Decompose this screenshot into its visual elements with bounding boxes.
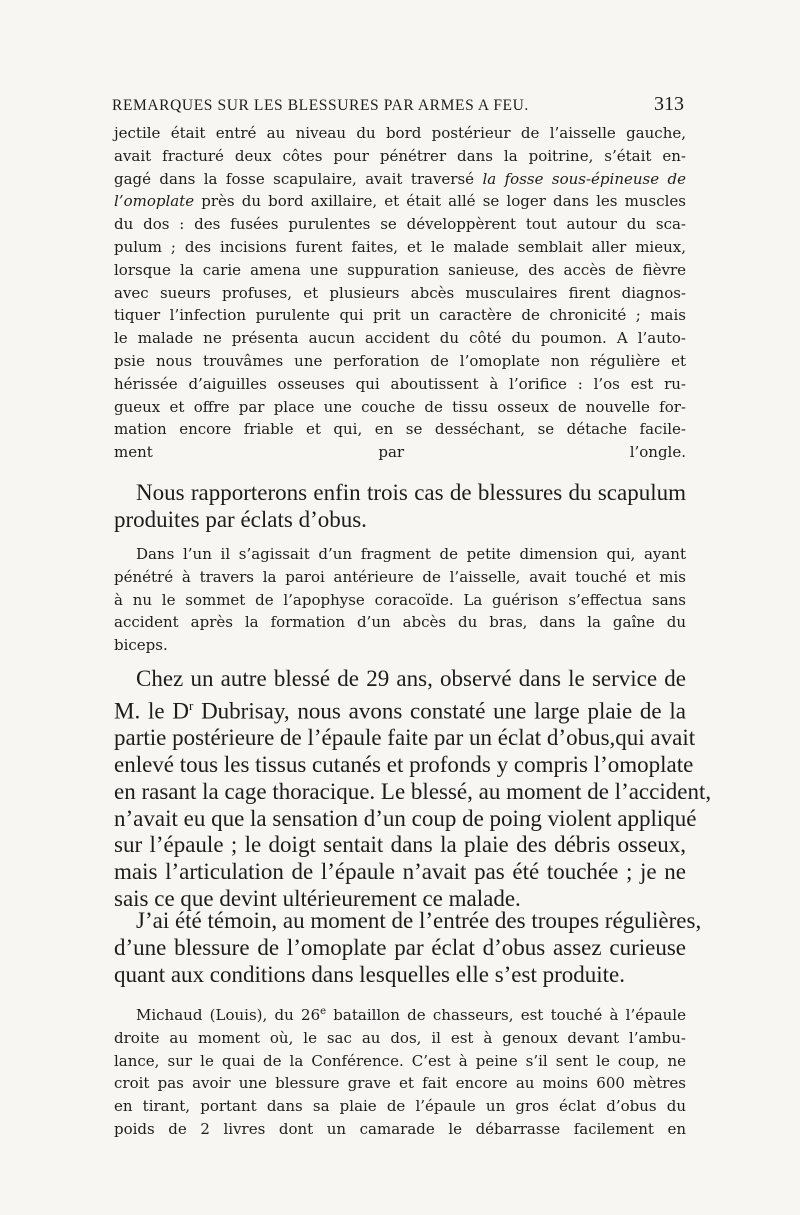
italic-term: la fosse sous-épineuse de <box>482 169 686 188</box>
text-line: n’avait eu que la sensation d’un coup de poing violent appliqué <box>114 805 697 831</box>
text-line: l’omoplate près du bord axillaire, et était allé se loger dans les muscles <box>114 192 686 211</box>
paragraph-intro-shell-fragments <box>114 480 686 534</box>
text-line: biceps. <box>114 636 168 655</box>
text-line: avec sueurs profuses, et plusieurs abcès musculaires firent diagnos- <box>114 283 686 302</box>
running-title: REMARQUES SUR LES BLESSURES PAR ARMES A FEU. <box>112 97 529 114</box>
text-line: à nu le sommet de l’apophyse coracoïde. La guérison s’effectua sans <box>114 590 686 609</box>
text-line: psie nous trouvâmes une perforation de l’omoplate non régulière et <box>114 351 686 370</box>
text-line: mais l’articulation de l’épaule n’avait pas été touchée ; je ne <box>114 859 686 885</box>
italic-term: l’omoplate <box>114 192 195 211</box>
text-line: J’ai été témoin, au moment de l’entrée des troupes régulières, <box>136 908 702 933</box>
text-line: droite au moment où, le sac au dos, il est à genoux devant l’ambu- <box>114 1028 686 1047</box>
text-line: gueux et offre par place une couche de tissu osseux de nouvelle for- <box>114 397 686 416</box>
text-line: jectile était entré au niveau du bord postérieur de l’aisselle gauche, <box>114 124 686 142</box>
text-line: enlevé tous les tissus cutanés et profonds y compris l’omoplate <box>114 752 694 778</box>
text-line: quant aux conditions dans lesquelles elle s’est produite. <box>114 961 625 987</box>
text-line: avait fracturé deux côtes pour pénétrer dans la poitrine, s’était en- <box>114 146 686 165</box>
text-line: Dans l’un il s’agissait d’un fragment de petite dimension qui, ayant <box>136 545 686 563</box>
text-line: lorsque la carie amena une suppuration sanieuse, des accès de fièvre <box>114 260 686 279</box>
page-number: 313 <box>654 93 684 115</box>
text-line: hérissée d’aiguilles osseuses qui aboutissent à l’orifice : l’os est ru- <box>114 374 686 393</box>
text-line: lance, sur le quai de la Conférence. C’est à peine s’il sent le coup, ne <box>114 1051 686 1070</box>
text-line: produites par éclats d’obus. <box>114 506 367 532</box>
text-line: pénétré à travers la paroi antérieure de l’aisselle, avait touché et mis <box>114 567 686 586</box>
text-line: d’une blessure de l’omoplate par éclat d’obus assez curieuse <box>114 934 686 960</box>
text-line: sais ce que devint ultérieurement ce malade. <box>114 886 521 912</box>
text-line: partie postérieure de l’épaule faite par un éclat d’obus,qui avait <box>114 725 696 751</box>
paragraph-third-case-intro <box>114 908 702 988</box>
paragraph-continued-case <box>114 122 686 464</box>
text-line: tiquer l’infection purulente qui prit un caractère de chronicité ; mais <box>114 306 686 325</box>
text-line: Nous rapporterons enfin trois cas de blessures du scapulum <box>136 480 686 505</box>
paragraph-second-case <box>114 666 712 913</box>
text-line: du dos : des fusées purulentes se développèrent tout autour du sca- <box>114 215 686 234</box>
text-line: sur l’épaule ; le doigt sentait dans la plaie des débris osseux, <box>114 832 686 858</box>
paragraph-michaud-case <box>114 1001 686 1141</box>
text-line: en rasant la cage thoracique. Le blessé, au moment de l’accident, <box>114 778 712 804</box>
text-line: Michaud (Louis), du 26e bataillon de chasseurs, est touché à l’épaule <box>136 1006 686 1024</box>
text-line: pulum ; des incisions furent faites, et le malade semblait aller mieux, <box>114 237 686 256</box>
text-line: en tirant, portant dans sa plaie de l’épaule un gros éclat d’obus du <box>114 1097 686 1116</box>
text-line: le malade ne présenta aucun accident du côté du poumon. A l’auto- <box>114 329 686 348</box>
text-line: croit pas avoir une blessure grave et fait encore au moins 600 mètres <box>114 1074 686 1093</box>
running-header <box>112 93 684 116</box>
text-line: M. le $D^r$ Dubrisay, nous avons constaté une large plaie de la <box>114 697 686 724</box>
text-line: gagé dans la fosse scapulaire, avait traversé la fosse sous-épineuse de <box>114 169 686 188</box>
paragraph-first-case <box>114 543 686 657</box>
text-line: Chez un autre blessé de 29 ans, observé dans le service de <box>136 666 686 691</box>
text-line: poids de 2 livres dont un camarade le débarrasse facilement en <box>114 1119 686 1138</box>
text-line: ment par l’ongle. <box>114 443 686 462</box>
text-line: accident après la formation d’un abcès du bras, dans la gaîne du <box>114 613 686 632</box>
text-line: mation encore friable et qui, en se desséchant, se détache facile- <box>114 420 686 439</box>
